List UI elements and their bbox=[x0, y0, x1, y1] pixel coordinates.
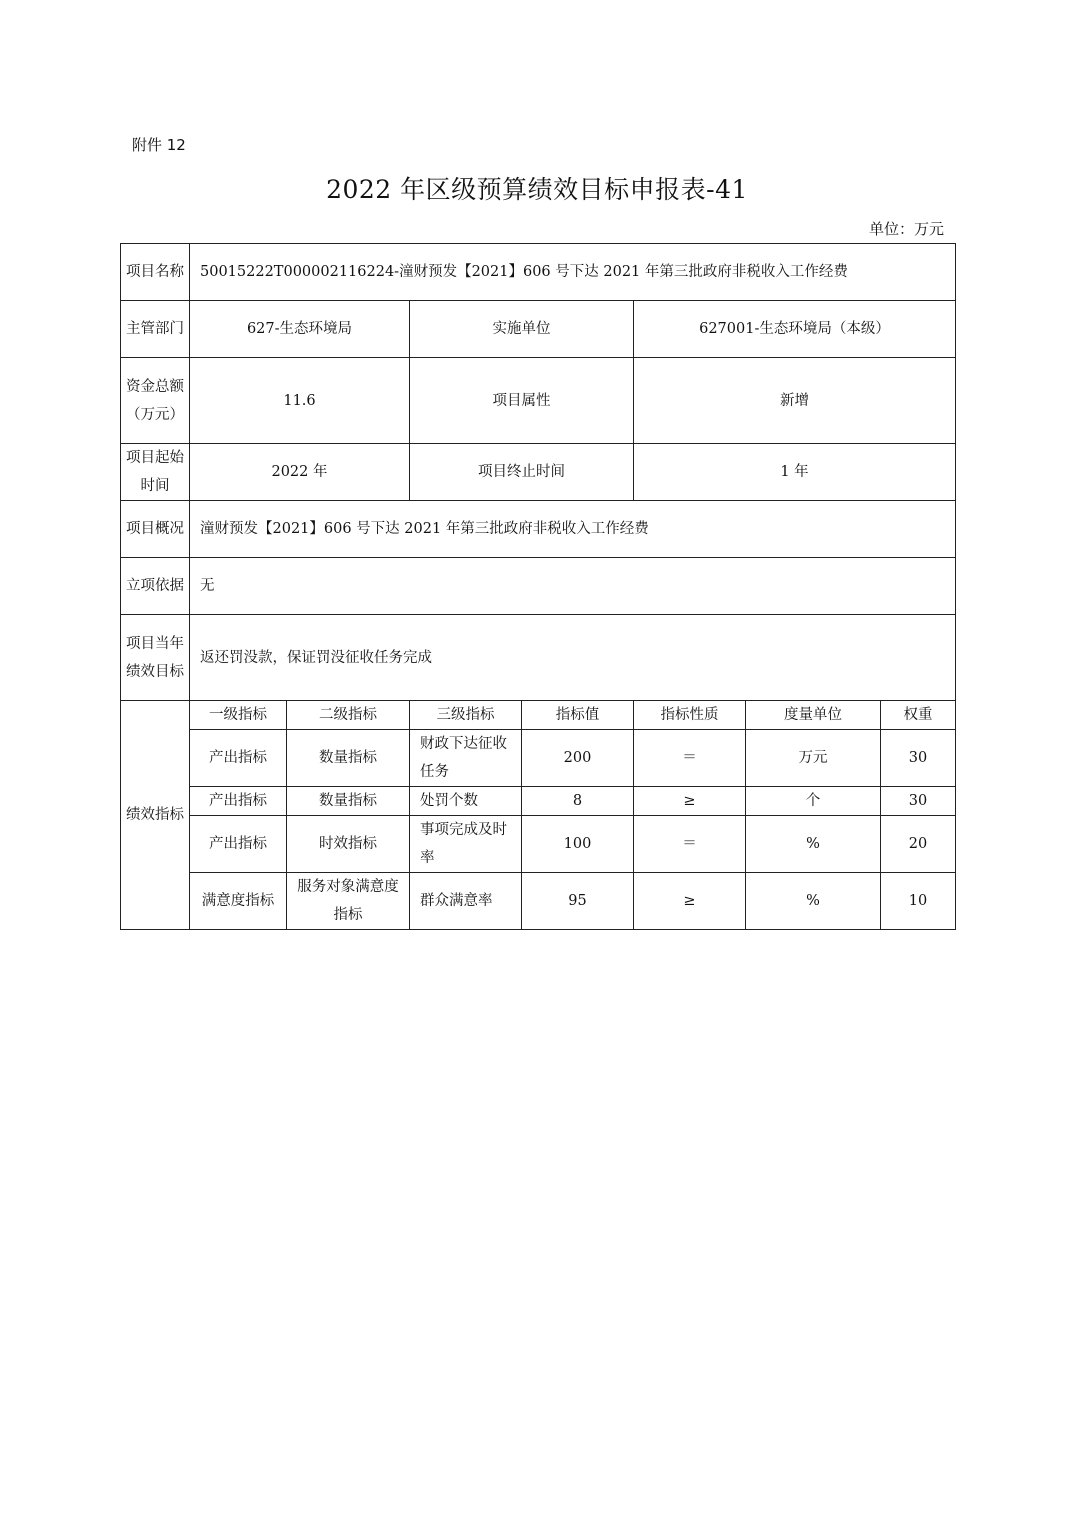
header-level3: 三级指标 bbox=[410, 701, 522, 730]
row-goal bbox=[121, 615, 956, 701]
cell-value: 8 bbox=[522, 787, 634, 816]
cell-value: 95 bbox=[522, 873, 634, 930]
cell-nature: ≥ bbox=[634, 873, 746, 930]
row-time bbox=[121, 444, 956, 501]
cell-level2: 数量指标 bbox=[287, 730, 410, 787]
header-nature: 指标性质 bbox=[634, 701, 746, 730]
cell-value: 100 bbox=[522, 816, 634, 873]
cell-unit: 个 bbox=[746, 787, 881, 816]
department-label: 主管部门 bbox=[121, 301, 190, 358]
cell-level2: 服务对象满意度指标 bbox=[287, 873, 410, 930]
row-project-name bbox=[121, 244, 956, 301]
cell-nature: ＝ bbox=[634, 730, 746, 787]
cell-level1: 产出指标 bbox=[190, 816, 287, 873]
row-department bbox=[121, 301, 956, 358]
cell-level3: 事项完成及时率 bbox=[410, 816, 522, 873]
cell-level3: 财政下达征收任务 bbox=[410, 730, 522, 787]
implementing-unit-value: 627001-生态环境局（本级） bbox=[634, 301, 956, 358]
budget-form-table bbox=[120, 243, 956, 930]
cell-weight: 30 bbox=[881, 787, 956, 816]
basis-label: 立项依据 bbox=[121, 558, 190, 615]
header-value: 指标值 bbox=[522, 701, 634, 730]
cell-nature: ＝ bbox=[634, 816, 746, 873]
cell-unit: % bbox=[746, 816, 881, 873]
project-attribute-label: 项目属性 bbox=[410, 358, 634, 444]
overview-label: 项目概况 bbox=[121, 501, 190, 558]
goal-value: 返还罚没款，保证罚没征收任务完成 bbox=[190, 615, 956, 701]
attachment-number: 附件 12 bbox=[132, 136, 186, 154]
cell-weight: 30 bbox=[881, 730, 956, 787]
indicator-row bbox=[121, 873, 956, 930]
goal-label: 项目当年绩效目标 bbox=[121, 615, 190, 701]
cell-unit: 万元 bbox=[746, 730, 881, 787]
cell-level1: 产出指标 bbox=[190, 730, 287, 787]
header-level1: 一级指标 bbox=[190, 701, 287, 730]
unit-label: 单位：万元 bbox=[868, 220, 944, 238]
start-time-label: 项目起始时间 bbox=[121, 444, 190, 501]
cell-unit: % bbox=[746, 873, 881, 930]
row-fund-total bbox=[121, 358, 956, 444]
cell-level1: 产出指标 bbox=[190, 787, 287, 816]
row-basis bbox=[121, 558, 956, 615]
indicator-row bbox=[121, 816, 956, 873]
project-name-label: 项目名称 bbox=[121, 244, 190, 301]
indicators-section-label: 绩效指标 bbox=[121, 701, 190, 930]
header-level2: 二级指标 bbox=[287, 701, 410, 730]
header-weight: 权重 bbox=[881, 701, 956, 730]
page-title: 2022 年区级预算绩效目标申报表-41 bbox=[326, 175, 748, 204]
cell-weight: 20 bbox=[881, 816, 956, 873]
cell-level3: 群众满意率 bbox=[410, 873, 522, 930]
indicator-row bbox=[121, 787, 956, 816]
cell-value: 200 bbox=[522, 730, 634, 787]
overview-value: 潼财预发【2021】606 号下达 2021 年第三批政府非税收入工作经费 bbox=[190, 501, 956, 558]
implementing-unit-label: 实施单位 bbox=[410, 301, 634, 358]
indicator-row bbox=[121, 730, 956, 787]
end-time-label: 项目终止时间 bbox=[410, 444, 634, 501]
start-time-value: 2022 年 bbox=[190, 444, 410, 501]
fund-total-label: 资金总额（万元） bbox=[121, 358, 190, 444]
header-unit: 度量单位 bbox=[746, 701, 881, 730]
department-value: 627-生态环境局 bbox=[190, 301, 410, 358]
cell-level3: 处罚个数 bbox=[410, 787, 522, 816]
end-time-value: 1 年 bbox=[634, 444, 956, 501]
cell-level1: 满意度指标 bbox=[190, 873, 287, 930]
cell-level2: 时效指标 bbox=[287, 816, 410, 873]
row-overview bbox=[121, 501, 956, 558]
cell-level2: 数量指标 bbox=[287, 787, 410, 816]
cell-weight: 10 bbox=[881, 873, 956, 930]
fund-total-value: 11.6 bbox=[190, 358, 410, 444]
project-name-value: 50015222T000002116224-潼财预发【2021】606 号下达 2021 年第三批政府非税收入工作经费 bbox=[190, 244, 956, 301]
basis-value: 无 bbox=[190, 558, 956, 615]
cell-nature: ≥ bbox=[634, 787, 746, 816]
indicator-header-row bbox=[121, 701, 956, 730]
project-attribute-value: 新增 bbox=[634, 358, 956, 444]
